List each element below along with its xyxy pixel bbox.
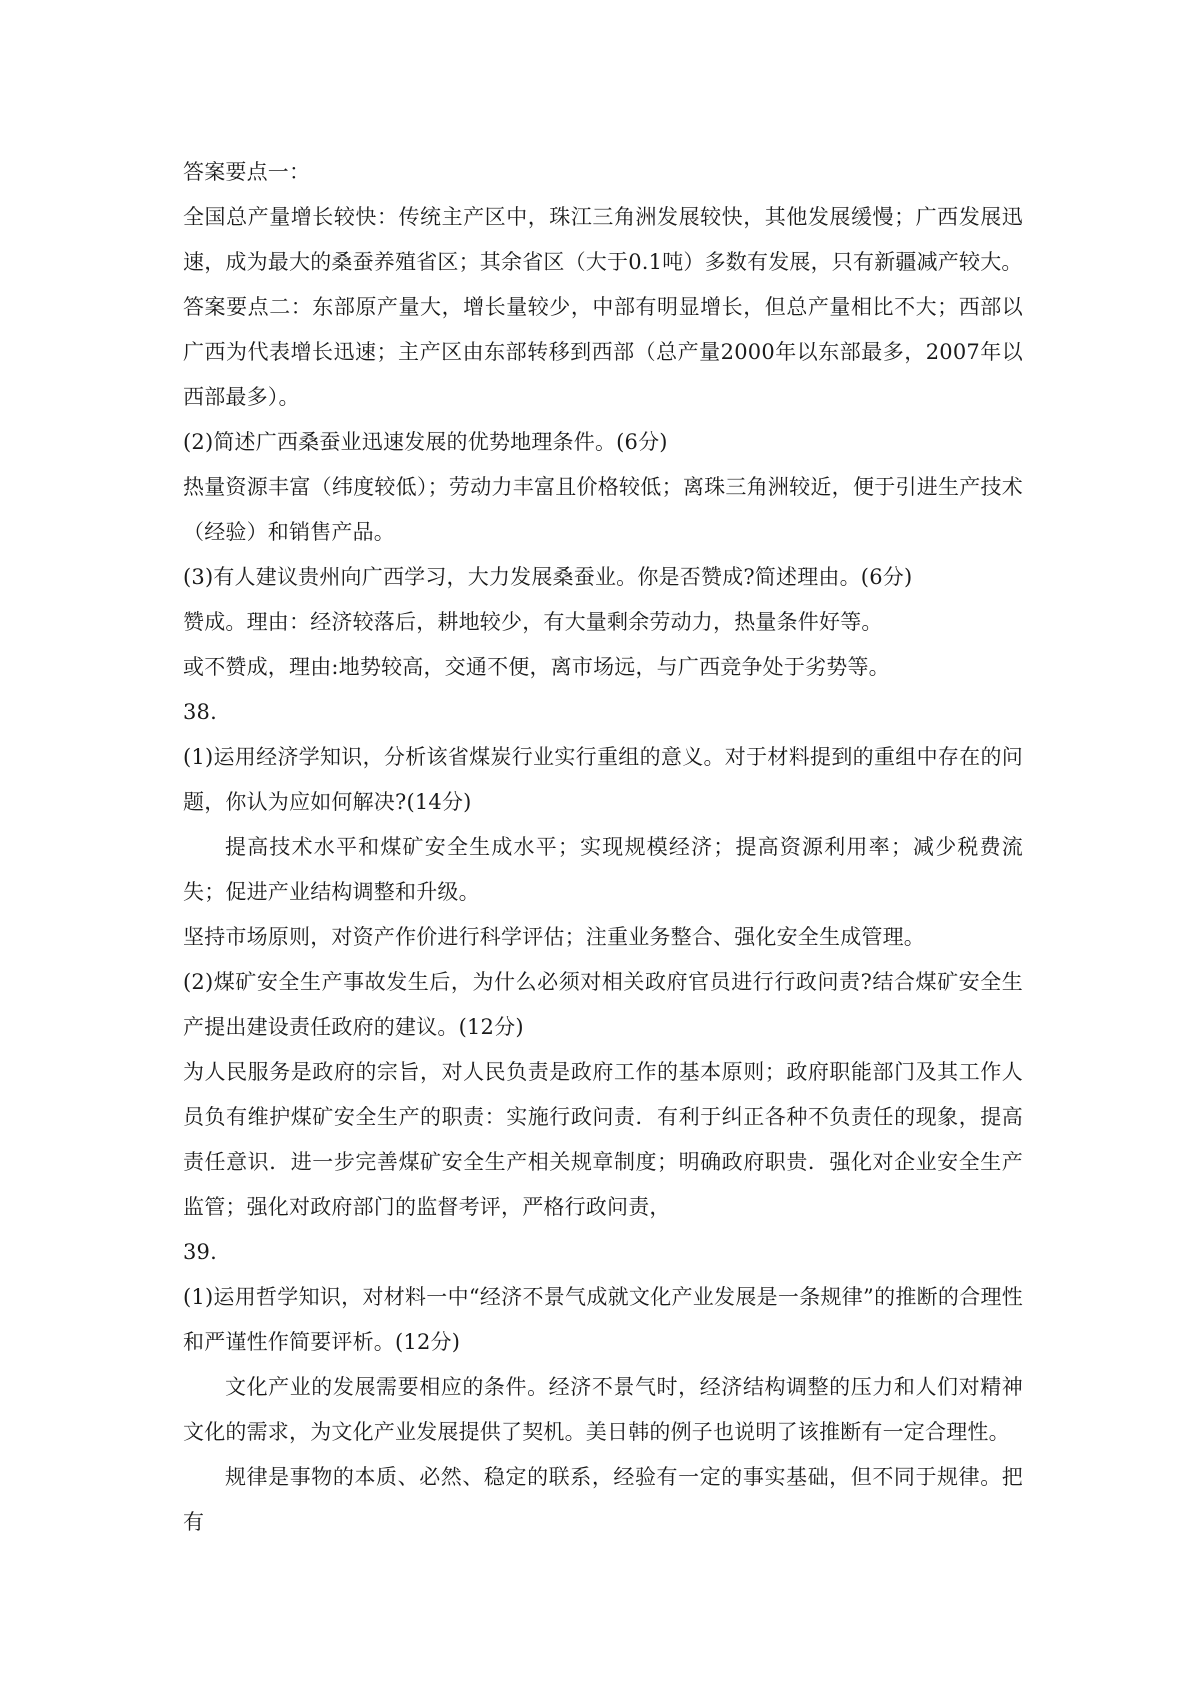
paragraph: 39. [183, 1240, 217, 1264]
paragraph: (1)运用经济学知识，分析该省煤炭行业实行重组的意义。对于材料提到的重组中存在的问题，你认为应如何解决?(14分) [183, 745, 1023, 814]
document-body [183, 150, 1023, 1545]
paragraph: 规律是事物的本质、必然、稳定的联系，经验有一定的事实基础，但不同于规律。把有 [183, 1465, 1023, 1534]
paragraph: 坚持市场原则，对资产作价进行科学评估；注重业务整合、强化安全生成管理。 [183, 925, 925, 949]
paragraph: (1)运用哲学知识，对材料一中“经济不景气成就文化产业发展是一条规律”的推断的合理性和严谨性作简要评析。(12分) [183, 1285, 1023, 1354]
paragraph: 答案要点一： [183, 160, 311, 184]
paragraph: 提高技术水平和煤矿安全生成水平；实现规模经济；提高资源利用率；减少税费流失；促进产业结构调整和升级。 [183, 835, 1023, 904]
paragraph: 文化产业的发展需要相应的条件。经济不景气时，经济结构调整的压力和人们对精神文化的需求，为文化产业发展提供了契机。美日韩的例子也说明了该推断有一定合理性。 [183, 1375, 1023, 1444]
paragraph: 赞成。理由：经济较落后，耕地较少，有大量剩余劳动力，热量条件好等。 [183, 610, 883, 634]
paragraph: 热量资源丰富（纬度较低）；劳动力丰富且价格较低；离珠三角洲较近，便于引进生产技术（经验）和销售产品。 [183, 475, 1023, 544]
paragraph: 为人民服务是政府的宗旨，对人民负责是政府工作的基本原则；政府职能部门及其工作人员负有维护煤矿安全生产的职责：实施行政问责．有利于纠正各种不负责任的现象，提高责任意识．进一步完善煤矿安全生产相关规章制度；明确政府职贵．强化对企业安全生产监管；强化对政府部门的监督考评，严格行政问责， [183, 1060, 1023, 1219]
paragraph: (2)简述广西桑蚕业迅速发展的优势地理条件。(6分) [183, 430, 668, 454]
paragraph: 或不赞成，理由:地势较高，交通不便，离市场远，与广西竞争处于劣势等。 [183, 655, 890, 679]
paragraph: (3)有人建议贵州向广西学习，大力发展桑蚕业。你是否赞成?简述理由。(6分) [183, 565, 913, 589]
paragraph: 答案要点二：东部原产量大，增长量较少，中部有明显增长，但总产量相比不大；西部以广西为代表增长迅速；主产区由东部转移到西部（总产量2000年以东部最多，2007年以西部最多）。 [183, 295, 1023, 409]
paragraph: (2)煤矿安全生产事故发生后，为什么必须对相关政府官员进行行政问责?结合煤矿安全生产提出建设责任政府的建议。(12分) [183, 970, 1023, 1039]
paragraph: 38. [183, 700, 217, 724]
paragraph: 全国总产量增长较快：传统主产区中，珠江三角洲发展较快，其他发展缓慢；广西发展迅速，成为最大的桑蚕养殖省区；其余省区（大于0.1吨）多数有发展，只有新疆减产较大。 [183, 205, 1023, 274]
